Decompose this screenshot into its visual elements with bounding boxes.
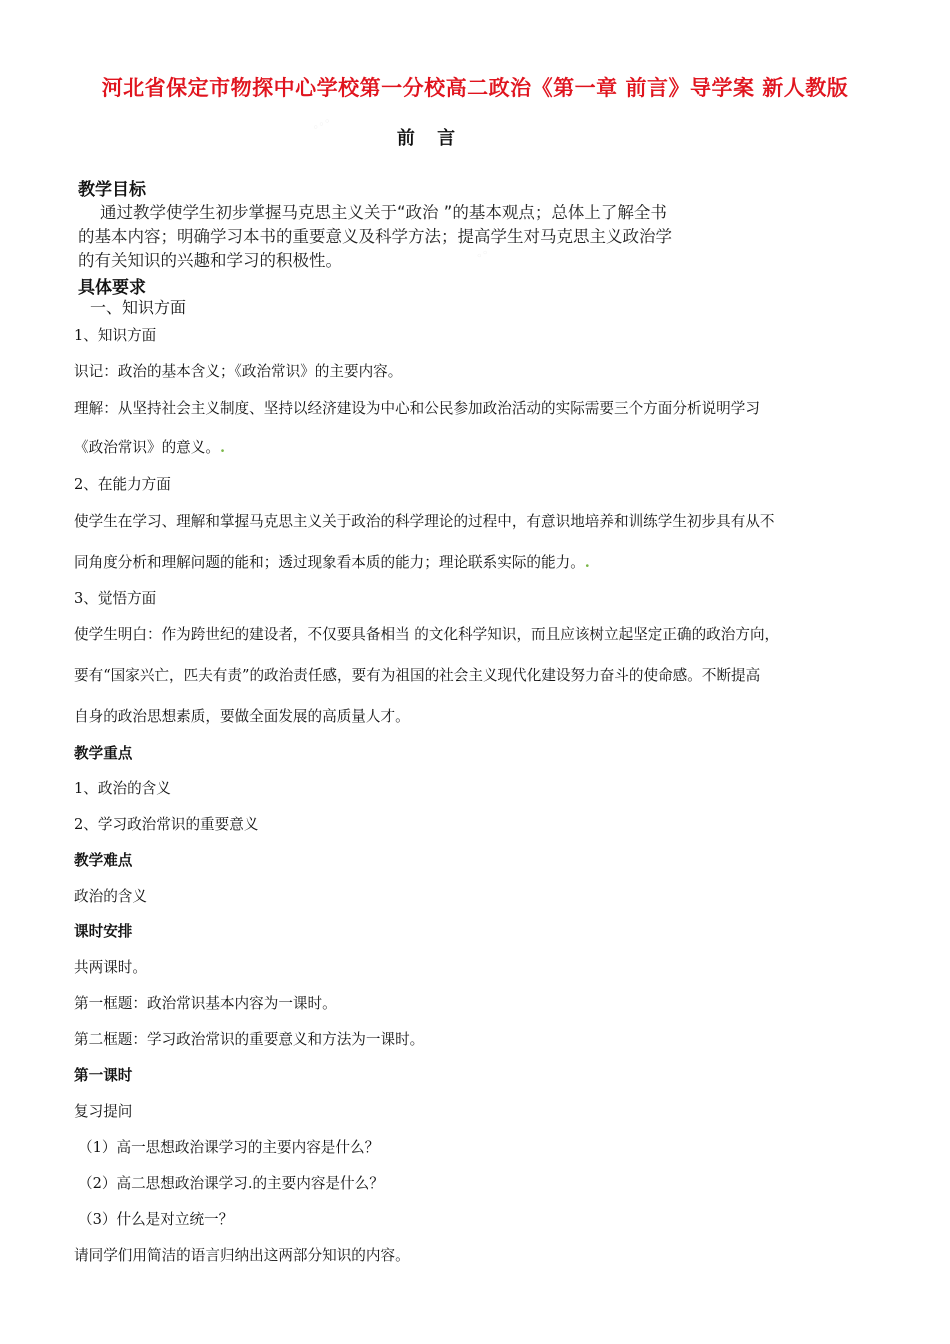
question-item: （2）高二思想政治课学习.的主要内容是什么？ — [78, 1175, 384, 1192]
objectives-line: 的有关知识的兴趣和学习的积极性。 — [78, 251, 342, 270]
green-mark: . — [584, 554, 590, 571]
question-item: （3）什么是对立统一？ — [78, 1211, 234, 1228]
watermark-mark: ◦◦◦ — [310, 114, 334, 135]
body-line: 第二框题：学习政治常识的重要意义和方法为一课时。 — [74, 1031, 425, 1048]
schedule-heading: 课时安排 — [74, 923, 133, 940]
objectives-line: 的基本内容；明确学习本书的重要意义及科学方法；提高学生对马克思主义政治学 — [78, 227, 672, 246]
body-line: 同角度分析和理解问题的能和；透过现象看本质的能力；理论联系实际的能力。. — [74, 554, 590, 571]
body-line: 要有“国家兴亡，匹夫有责”的政治责任感，要有为祖国的社会主义现代化建设努力奋斗的使命感。不断提高 — [74, 667, 761, 684]
clipped-line: 一、知识方面 — [90, 298, 187, 317]
body-line: 《政治常识》的意义。. — [74, 439, 226, 456]
objectives-line: 通过教学使学生初步掌握马克思主义关于“政治 ”的基本观点；总体上了解全书 — [100, 203, 667, 222]
green-mark: . — [219, 439, 226, 456]
body-line: 复习提问 — [74, 1103, 133, 1120]
body-line: 1、知识方面 — [74, 327, 157, 344]
key-points-heading: 教学重点 — [74, 745, 133, 762]
body-line: 第一框题：政治常识基本内容为一课时。 — [74, 995, 337, 1012]
body-line: 共两课时。 — [74, 959, 147, 976]
first-lesson-heading: 第一课时 — [74, 1067, 133, 1084]
watermark-mark: ◦◦ — [473, 245, 492, 264]
body-line: 理解：从坚持社会主义制度、坚持以经济建设为中心和公民参加政治活动的实际需要三个方面分析说明学习 — [74, 400, 760, 417]
body-line: 自身的政治思想素质，要做全面发展的高质量人才。 — [74, 708, 410, 725]
objectives-heading: 教学目标 — [78, 180, 146, 200]
body-line: 3、觉悟方面 — [74, 590, 157, 607]
body-line: 识记：政治的基本含义；《政治常识》的主要内容。 — [74, 363, 403, 380]
question-item: （1）高一思想政治课学习的主要内容是什么？ — [78, 1139, 380, 1156]
document-title: 河北省保定市物探中心学校第一分校高二政治《第一章 前言》导学案 新人教版 — [101, 76, 849, 100]
body-line: 1、政治的含义 — [74, 780, 171, 797]
body-line: 请同学们用简洁的语言归纳出这两部分知识的内容。 — [74, 1247, 410, 1264]
body-line: 政治的含义 — [74, 888, 147, 905]
section-title: 前 言 — [396, 128, 464, 149]
body-line: 使学生明白：作为跨世纪的建设者，不仅要具备相当 的文化科学知识，而且应该树立起坚定正确的政治方向， — [74, 626, 780, 643]
difficulty-heading: 教学难点 — [74, 852, 133, 869]
body-line: 使学生在学习、理解和掌握马克思主义关于政治的科学理论的过程中，有意识地培养和训练学生初步具有从不 — [74, 513, 775, 530]
requirements-heading: 具体要求 — [78, 278, 146, 298]
body-line: 2、在能力方面 — [74, 476, 171, 493]
body-line: 2、学习政治常识的重要意义 — [74, 816, 259, 833]
